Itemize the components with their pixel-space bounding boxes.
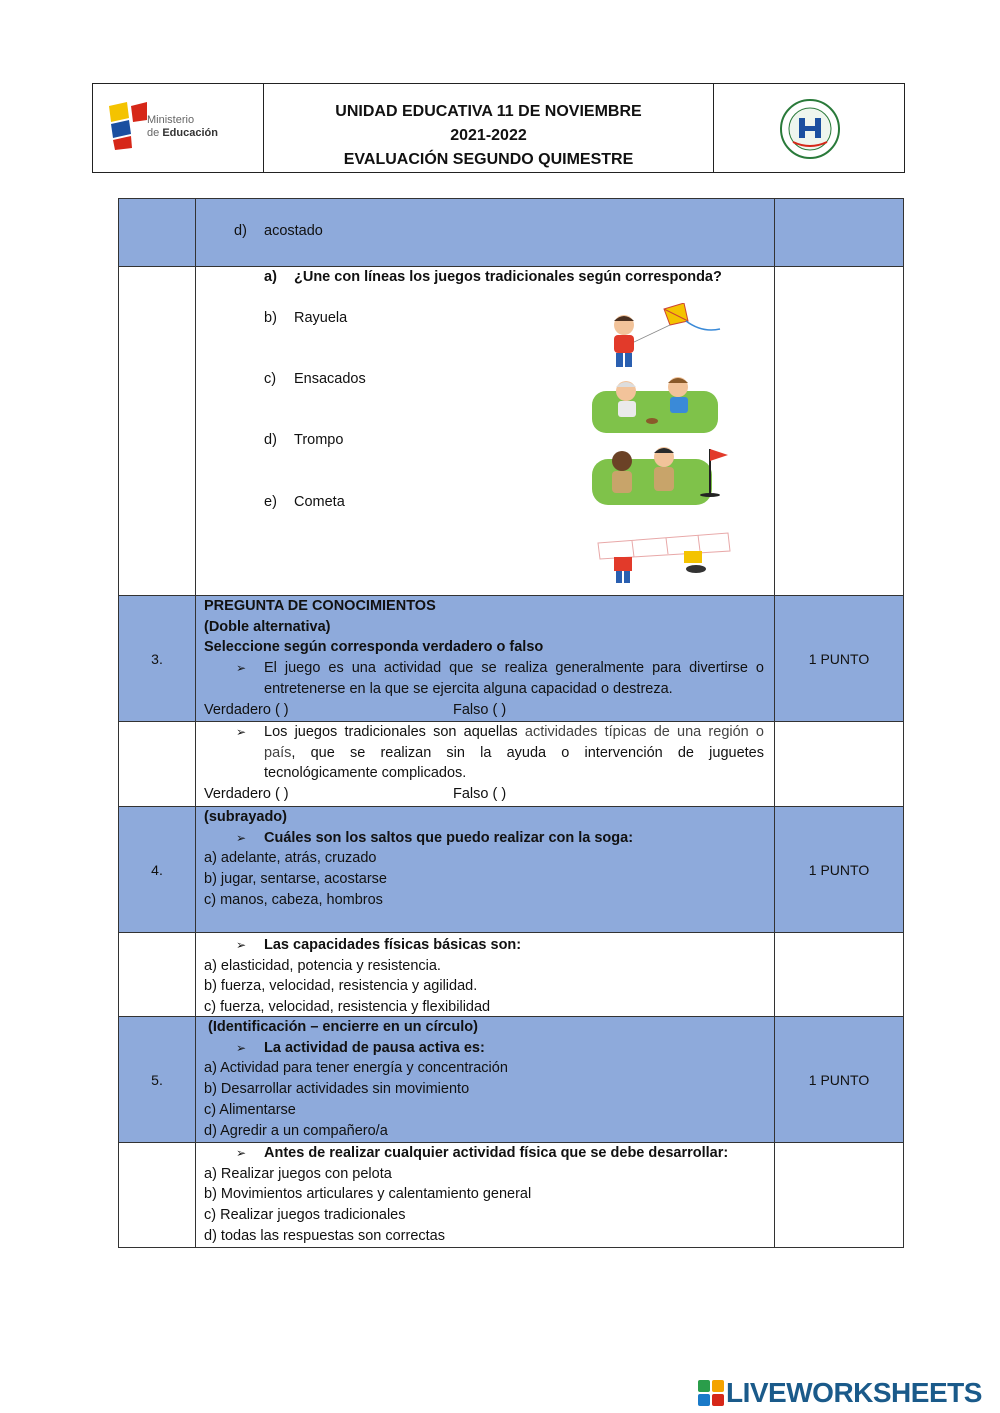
exam-title: EVALUACIÓN SEGUNDO QUIMESTRE: [343, 151, 634, 168]
liveworksheets-logo-icon: [698, 1380, 724, 1406]
answer-option-a[interactable]: a) elasticidad, potencia y resistencia.: [204, 957, 441, 974]
question-text: ➢ Antes de realizar cualquier actividad física que se debe desarrollar:: [204, 1143, 766, 1164]
question-number-cell: [119, 199, 196, 266]
points-label: 1 PUNTO: [774, 596, 903, 721]
points-label: 1 PUNTO: [774, 1017, 903, 1142]
question-content-cell: [196, 807, 774, 932]
match-option-ensacados[interactable]: c) Ensacados: [264, 371, 366, 387]
hopscotch-illustration[interactable]: [592, 529, 732, 587]
table-row: [118, 1142, 904, 1248]
answer-option-b[interactable]: b) jugar, sentarse, acostarse: [204, 871, 387, 888]
kite-kid-illustration[interactable]: [592, 303, 724, 371]
question-text: ¿Une con líneas los juegos tradicionales según corresponda?: [294, 269, 722, 285]
answer-option-a[interactable]: a) Realizar juegos con pelota: [204, 1165, 392, 1182]
statement-text: ➢ El juego es una actividad que se realiza generalmente para divertirse o entretenerse en la que se ejercita alguna capacidad o destreza.: [204, 658, 766, 699]
question-heading: PREGUNTA DE CONOCIMIENTOS: [204, 598, 436, 614]
question-type: (Doble alternativa): [204, 618, 331, 635]
question-content-cell: [196, 933, 774, 1016]
question-number-cell: [119, 722, 196, 806]
table-row: [118, 266, 904, 595]
question-number-cell: [119, 1143, 196, 1247]
points-cell: [774, 722, 903, 806]
true-option[interactable]: Verdadero ( ): [204, 701, 289, 718]
school-year: 2021-2022: [450, 127, 527, 144]
question-content-cell: [196, 722, 774, 806]
answer-option-c[interactable]: c) Alimentarse: [204, 1101, 296, 1118]
question-content-cell: [196, 1143, 774, 1247]
points-cell: [774, 933, 903, 1016]
answer-option-b[interactable]: b) Movimientos articulares y calentamiento general: [204, 1186, 532, 1203]
answer-option-d[interactable]: d) todas las respuestas son correctas: [204, 1227, 445, 1244]
question-instruction: Seleccione según corresponda verdadero o falso: [204, 639, 544, 656]
question-content-cell: [196, 596, 774, 721]
match-option-rayuela[interactable]: b) Rayuela: [264, 310, 348, 326]
option-letter: d): [234, 223, 247, 239]
question-text: ➢ Las capacidades físicas básicas son:: [204, 935, 766, 956]
school-seal-cell: [714, 84, 904, 172]
points-cell: [774, 267, 903, 595]
true-option[interactable]: Verdadero ( ): [204, 786, 289, 803]
question-number-cell: [119, 933, 196, 1016]
exam-table: [118, 198, 904, 1248]
question-number-cell: [119, 267, 196, 595]
answer-option-b[interactable]: b) Desarrollar actividades sin movimiento: [204, 1081, 470, 1098]
points-cell: [774, 1143, 903, 1247]
table-row: [118, 595, 904, 721]
sack-race-illustration[interactable]: [592, 443, 732, 505]
header-title: [264, 84, 714, 172]
answer-option-c[interactable]: c) manos, cabeza, hombros: [204, 891, 383, 908]
question-text: ➢ Cuáles son los saltos que puedo realizar con la soga:: [204, 828, 766, 849]
question-content-cell: [196, 1017, 774, 1142]
ministry-logo-cell: [93, 84, 264, 172]
answer-option-b[interactable]: b) fuerza, velocidad, resistencia y agilidad.: [204, 978, 478, 995]
answer-option-a[interactable]: a) adelante, atrás, cruzado: [204, 850, 377, 867]
question-type: (subrayado): [204, 809, 287, 825]
question-content-cell: [196, 199, 774, 266]
question-number: 5.: [119, 1017, 196, 1142]
answer-option-a[interactable]: a) Actividad para tener energía y concentración: [204, 1060, 508, 1077]
liveworksheets-watermark: [698, 1378, 982, 1408]
table-row: [118, 1016, 904, 1142]
table-row: [118, 932, 904, 1016]
points-cell: [774, 199, 903, 266]
document-header: [92, 83, 905, 173]
table-row: [118, 198, 904, 266]
question-content-cell: a) ¿Une con líneas los juegos tradicionales según corresponda? b) Rayuela c) Ensacados d) Trompo e) Cometa: [196, 267, 774, 595]
option-text: acostado: [264, 223, 323, 239]
ministry-logo-text: Ministerio de Educación: [147, 114, 218, 139]
question-number: 4.: [119, 807, 196, 932]
statement-text: ➢ Los juegos tradicionales son aquellas actividades típicas de una región o país, que se realizan sin la ayuda o intervención de juguetes tecnológicamente complicados.: [204, 722, 766, 784]
question-text: ➢ La actividad de pausa activa es:: [204, 1038, 766, 1059]
answer-option-c[interactable]: c) fuerza, velocidad, resistencia y flexibilidad: [204, 999, 491, 1016]
question-number: 3.: [119, 596, 196, 721]
school-seal-icon: [779, 98, 841, 160]
answer-option-d[interactable]: d) Agredir a un compañero/a: [204, 1122, 388, 1139]
match-option-trompo[interactable]: d) Trompo: [264, 432, 344, 448]
watermark-text: LIVEWORKSHEETS: [726, 1377, 982, 1408]
question-type: (Identificación – encierre en un círculo): [208, 1019, 478, 1035]
answer-option-c[interactable]: c) Realizar juegos tradicionales: [204, 1207, 406, 1224]
school-name: UNIDAD EDUCATIVA 11 DE NOVIEMBRE: [335, 103, 642, 120]
match-option-cometa[interactable]: e) Cometa: [264, 494, 345, 510]
kids-playing-top-illustration[interactable]: [592, 371, 718, 433]
points-label: 1 PUNTO: [774, 807, 903, 932]
table-row: [118, 806, 904, 932]
false-option[interactable]: Falso ( ): [453, 786, 507, 803]
false-option[interactable]: Falso ( ): [453, 701, 507, 718]
ministry-logo-icon: [107, 100, 149, 152]
table-row: [118, 721, 904, 806]
